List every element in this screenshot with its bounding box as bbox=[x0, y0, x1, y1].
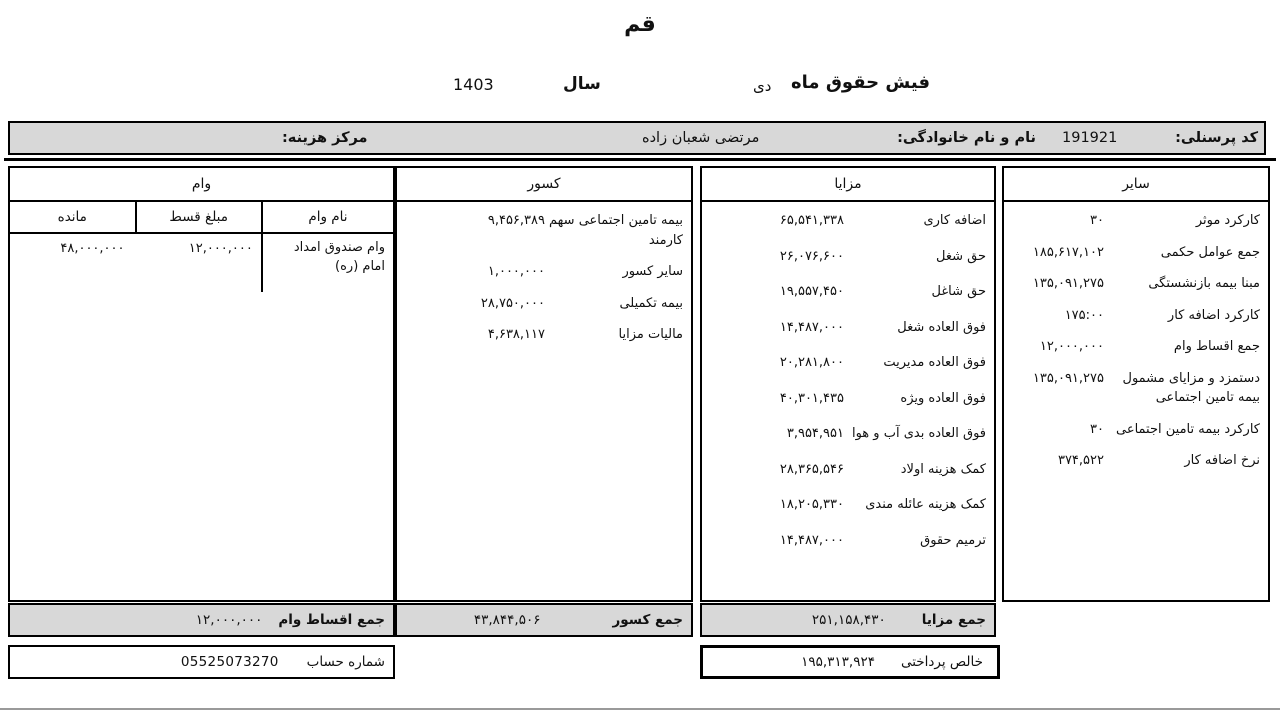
net-pay-box bbox=[700, 645, 1000, 679]
other-label: کارکرد اضافه کار bbox=[1167, 307, 1260, 323]
other-row bbox=[1010, 306, 1260, 326]
deduction-value: ۴,۶۳۸,۱۱۷ bbox=[487, 327, 545, 342]
deductions-total-box bbox=[395, 603, 693, 637]
deduction-label: سایر کسور bbox=[622, 264, 683, 279]
other-row bbox=[1010, 243, 1260, 263]
loan-installment: ۱۲,۰۰۰,۰۰۰ bbox=[188, 241, 253, 256]
benefit-value: ۱۴,۴۸۷,۰۰۰ bbox=[779, 319, 844, 335]
loan-row bbox=[10, 234, 393, 292]
benefit-row bbox=[708, 424, 986, 444]
payslip-title: فیش حقوق ماه bbox=[791, 72, 930, 93]
other-section bbox=[1002, 166, 1270, 602]
deduction-label: بیمه تکمیلی bbox=[619, 295, 683, 311]
benefit-label: فوق العاده ویژه bbox=[900, 390, 986, 406]
benefit-row bbox=[708, 531, 986, 551]
benefit-row bbox=[708, 318, 986, 338]
other-section-header: سایر bbox=[1004, 168, 1268, 202]
loan-col-name-header: نام وام bbox=[261, 202, 393, 232]
benefit-label: حق شغل bbox=[935, 248, 986, 264]
benefit-row bbox=[708, 495, 986, 515]
deductions-body bbox=[397, 202, 691, 345]
benefit-row bbox=[708, 282, 986, 302]
loan-col-installment-header: مبلغ قسط bbox=[135, 202, 261, 232]
loan-subheader bbox=[10, 202, 393, 234]
other-label: کارکرد بیمه تامین اجتماعی bbox=[1115, 421, 1260, 437]
benefit-label: کمک هزینه عائله مندی bbox=[865, 497, 986, 512]
benefit-label: ترمیم حقوق bbox=[920, 532, 986, 548]
personnel-code-value: 191921 bbox=[1062, 130, 1118, 146]
other-label: جمع عوامل حکمی bbox=[1160, 244, 1260, 260]
benefit-label: فوق العاده مدیریت bbox=[883, 355, 986, 370]
benefit-value: ۳,۹۵۴,۹۵۱ bbox=[786, 426, 844, 441]
year-label: سال bbox=[563, 74, 601, 94]
other-label: دستمزد و مزایای مشمول بیمه تامین اجتماعی bbox=[1122, 370, 1260, 405]
other-row bbox=[1010, 211, 1260, 231]
full-name-value: مرتضی شعبان زاده bbox=[642, 130, 760, 146]
benefits-section-header: مزایا bbox=[702, 168, 994, 202]
benefit-row bbox=[708, 460, 986, 480]
benefit-row bbox=[708, 389, 986, 409]
other-label: نرخ اضافه کار bbox=[1184, 453, 1260, 468]
bottom-divider-rule bbox=[0, 708, 1280, 710]
other-value: ۱۸۵,۶۱۷,۱۰۲ bbox=[1032, 244, 1104, 260]
benefit-value: ۴۰,۳۰۱,۴۳۵ bbox=[779, 390, 844, 406]
deduction-value: ۹,۴۵۶,۳۸۹ bbox=[487, 213, 545, 228]
deduction-row bbox=[403, 211, 683, 250]
other-value: ۱۳۵,۰۹۱,۲۷۵ bbox=[1032, 276, 1104, 291]
benefits-total-value: ۲۵۱,۱۵۸,۴۳۰ bbox=[811, 612, 886, 628]
deduction-label: مالیات مزایا bbox=[618, 327, 683, 342]
benefit-value: ۱۴,۴۸۷,۰۰۰ bbox=[779, 532, 844, 548]
payslip-month: دی bbox=[753, 77, 772, 95]
other-value: ۳۰ bbox=[1090, 213, 1104, 228]
benefit-value: ۲۰,۲۸۱,۸۰۰ bbox=[779, 355, 844, 370]
other-label: جمع اقساط وام bbox=[1173, 339, 1260, 354]
loan-balance: ۴۸,۰۰۰,۰۰۰ bbox=[60, 241, 125, 256]
benefits-body bbox=[702, 202, 994, 550]
year-value: 1403 bbox=[453, 75, 494, 94]
other-value: ۳۰ bbox=[1090, 421, 1104, 437]
benefit-row bbox=[708, 353, 986, 373]
other-value: ۱۳۵,۰۹۱,۲۷۵ bbox=[1032, 370, 1104, 386]
benefit-label: کمک هزینه اولاد bbox=[900, 461, 986, 477]
personnel-header-band bbox=[8, 121, 1266, 155]
cost-center-label: مرکز هزینه: bbox=[282, 130, 368, 146]
city-title: قم bbox=[624, 12, 656, 37]
benefit-value: ۲۶,۰۷۶,۶۰۰ bbox=[779, 248, 844, 264]
other-row bbox=[1010, 420, 1260, 440]
deductions-total-label: جمع کسور bbox=[612, 612, 683, 628]
loan-col-balance-header: مانده bbox=[57, 209, 87, 225]
deduction-label: بیمه تامین اجتماعی سهم کارمند bbox=[549, 213, 683, 248]
deduction-value: ۲۸,۷۵۰,۰۰۰ bbox=[480, 295, 545, 311]
account-number-value: 05525073270 bbox=[180, 654, 279, 670]
loan-total-box bbox=[8, 603, 395, 637]
deductions-section bbox=[395, 166, 693, 602]
net-pay-label: خالص پرداختی bbox=[900, 654, 983, 670]
benefits-total-box bbox=[700, 603, 996, 637]
benefit-row bbox=[708, 247, 986, 267]
loan-section bbox=[8, 166, 395, 602]
other-value: ۱۲,۰۰۰,۰۰۰ bbox=[1039, 339, 1104, 354]
benefit-row bbox=[708, 211, 986, 231]
other-body bbox=[1004, 202, 1268, 471]
personnel-code-label: کد پرسنلی: bbox=[1175, 130, 1258, 146]
account-number-label: شماره حساب bbox=[306, 654, 385, 670]
deduction-row bbox=[403, 294, 683, 314]
other-value: ۳۷۴,۵۲۲ bbox=[1057, 453, 1104, 468]
other-label: کارکرد موثر bbox=[1195, 213, 1260, 228]
deduction-value: ۱,۰۰۰,۰۰۰ bbox=[487, 264, 545, 279]
other-row bbox=[1010, 451, 1260, 471]
net-pay-value: ۱۹۵,۳۱۳,۹۲۴ bbox=[801, 654, 875, 670]
benefit-value: ۱۹,۵۵۷,۴۵۰ bbox=[779, 284, 844, 299]
deduction-row bbox=[403, 262, 683, 282]
benefits-section bbox=[700, 166, 996, 602]
benefit-label: فوق العاده شغل bbox=[897, 319, 986, 335]
full-name-label: نام و نام خانوادگی: bbox=[897, 130, 1036, 146]
benefit-label: فوق العاده بدی آب و هوا bbox=[851, 426, 986, 441]
loan-section-header: وام bbox=[10, 168, 393, 202]
benefit-label: حق شاغل bbox=[931, 284, 986, 299]
benefits-total-label: جمع مزایا bbox=[921, 612, 986, 628]
other-value: ۱۷۵:۰۰ bbox=[1064, 307, 1104, 323]
deductions-section-header: کسور bbox=[397, 168, 691, 202]
deduction-row bbox=[403, 325, 683, 345]
other-row bbox=[1010, 337, 1260, 357]
account-number-box bbox=[8, 645, 395, 679]
other-label: مبنا بیمه بازنشستگی bbox=[1148, 276, 1260, 291]
deductions-total-value: ۴۳,۸۴۴,۵۰۶ bbox=[473, 612, 541, 628]
other-row bbox=[1010, 274, 1260, 294]
benefit-value: ۱۸,۲۰۵,۳۳۰ bbox=[779, 497, 844, 512]
benefit-value: ۶۵,۵۴۱,۳۳۸ bbox=[779, 213, 844, 228]
other-row bbox=[1010, 369, 1260, 408]
loan-total-label: جمع اقساط وام bbox=[278, 612, 385, 628]
header-divider-rule bbox=[4, 158, 1276, 161]
benefit-label: اضافه کاری bbox=[923, 213, 986, 228]
loan-name: وام صندوق امداد امام (ره) bbox=[261, 234, 393, 292]
loan-total-value: ۱۲,۰۰۰,۰۰۰ bbox=[195, 612, 263, 628]
benefit-value: ۲۸,۳۶۵,۵۴۶ bbox=[779, 461, 844, 477]
